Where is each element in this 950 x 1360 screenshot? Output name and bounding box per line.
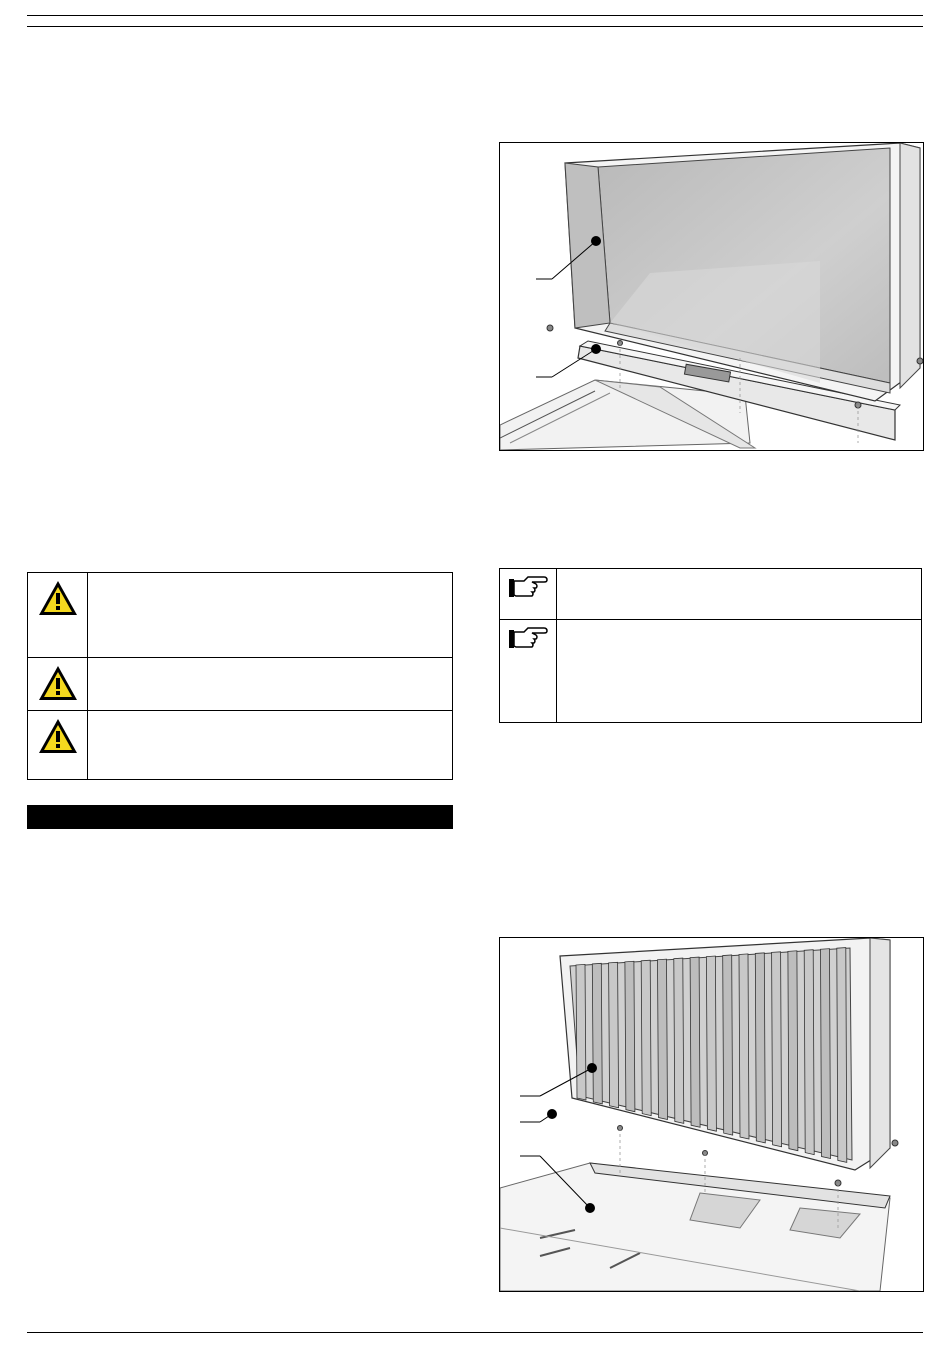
- warning-triangle-icon: [37, 664, 79, 702]
- section-heading-bar: [27, 805, 453, 829]
- louver-slat: [772, 952, 782, 1147]
- louver-slats: [576, 948, 847, 1163]
- warning-text: [88, 711, 453, 780]
- footer-rule: [27, 1332, 923, 1333]
- louver-slat: [576, 964, 586, 1100]
- louver-slat: [821, 949, 831, 1159]
- note-text: [557, 569, 922, 620]
- warning-row: [28, 573, 453, 658]
- figure-frame-assembly: [499, 142, 924, 451]
- louver-slat: [609, 962, 619, 1108]
- louver-slat: [690, 957, 700, 1127]
- louver-slat: [755, 953, 765, 1143]
- louver-slat: [641, 960, 651, 1115]
- pointing-hand-icon: [508, 575, 548, 601]
- pointing-hand-icon: [508, 626, 548, 652]
- header-rule-top: [27, 15, 923, 16]
- louver-slat: [739, 954, 749, 1139]
- louver-assembly-illustration: [500, 938, 923, 1291]
- warning-row: [28, 711, 453, 780]
- warning-row: [28, 658, 453, 711]
- louver-slat: [706, 956, 716, 1131]
- warning-triangle-icon: [37, 717, 79, 755]
- louver-slat: [804, 950, 814, 1155]
- warning-text: [88, 658, 453, 711]
- louver-slat: [674, 958, 684, 1123]
- louver-slat: [592, 963, 602, 1104]
- louver-slat: [625, 961, 635, 1111]
- louver-slat: [658, 959, 668, 1119]
- header-rule-bottom: [27, 26, 923, 27]
- note-row: [500, 569, 922, 620]
- warning-table: [27, 572, 453, 780]
- warning-triangle-icon: [37, 579, 79, 617]
- warning-text: [88, 573, 453, 658]
- note-text: [557, 620, 922, 723]
- louver-slat: [837, 948, 847, 1163]
- louver-slat: [788, 951, 798, 1151]
- frame-assembly-illustration: [500, 143, 923, 450]
- figure-louver-assembly: [499, 937, 924, 1292]
- louver-slat: [723, 955, 733, 1135]
- note-row: [500, 620, 922, 723]
- note-table: [499, 568, 922, 723]
